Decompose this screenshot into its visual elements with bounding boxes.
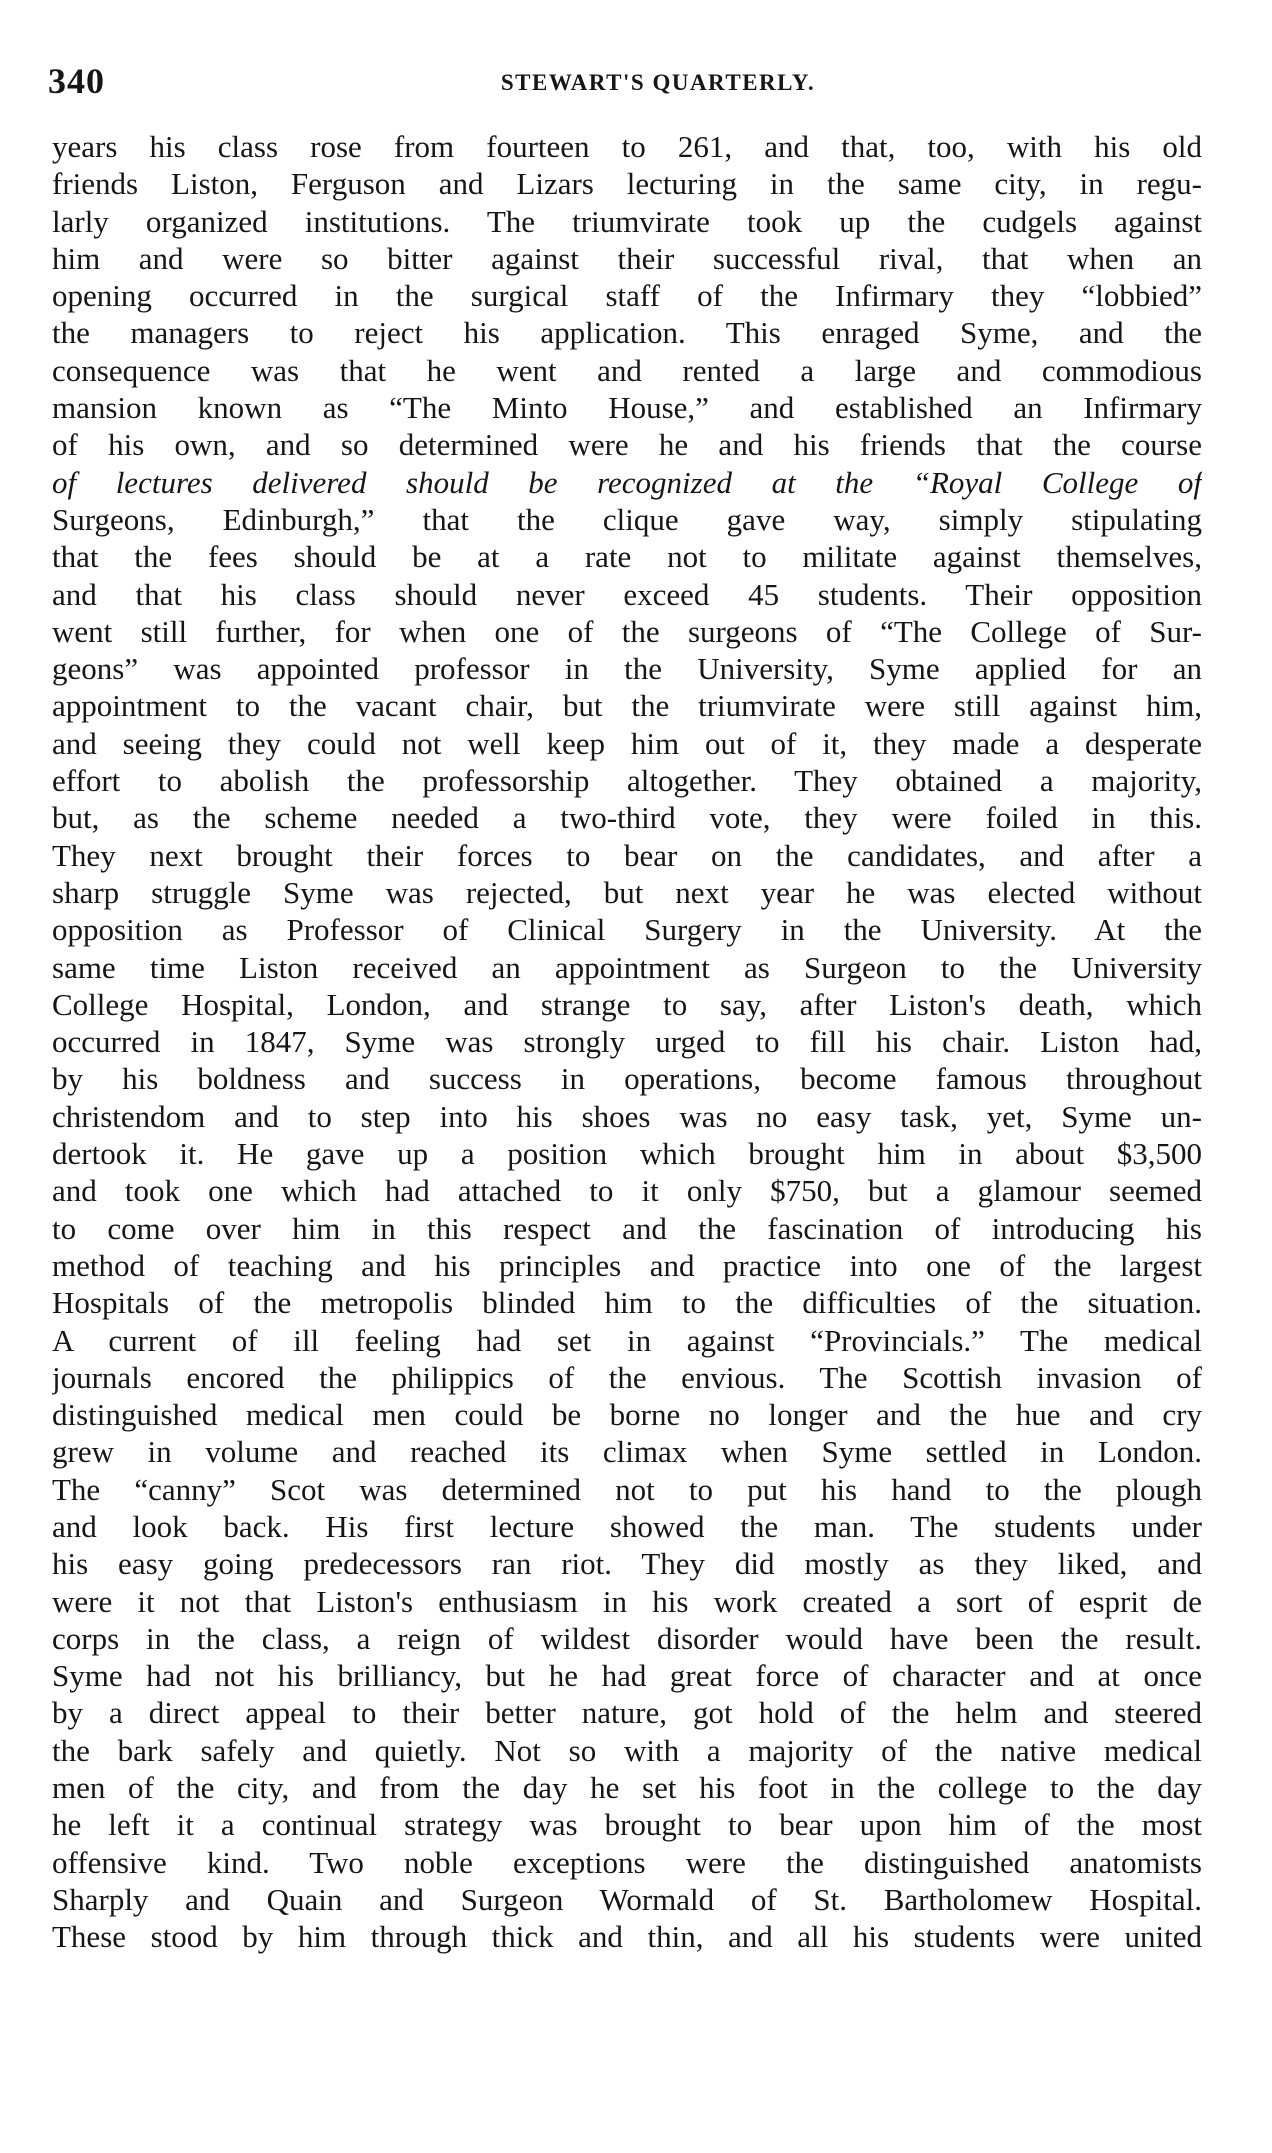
text-line: the bark safely and quietly. Not so with a majority of the native medical bbox=[52, 1732, 1202, 1768]
text-line: method of teaching and his principles and practice into one of the largest bbox=[52, 1247, 1202, 1283]
text-line: journals encored the philippics of the envious. The Scottish invasion of bbox=[52, 1359, 1202, 1395]
text-line: were it not that Liston's enthusiasm in his work created a sort of esprit de bbox=[52, 1583, 1202, 1619]
text-line: same time Liston received an appointment as Surgeon to the University bbox=[52, 949, 1202, 985]
text-line: of his own, and so determined were he and his friends that the course bbox=[52, 427, 1202, 463]
text-line: and look back. His first lecture showed the man. The students under bbox=[52, 1508, 1202, 1544]
text-line: appointment to the vacant chair, but the triumvirate were still against him, bbox=[52, 688, 1202, 724]
text-line: that the fees should be at a rate not to militate against themselves, bbox=[52, 539, 1202, 575]
text-line: he left it a continual strategy was brought to bear upon him of the most bbox=[52, 1807, 1202, 1843]
text-line: friends Liston, Ferguson and Lizars lecturing in the same city, in regu- bbox=[52, 166, 1202, 202]
text-line: grew in volume and reached its climax when Syme settled in London. bbox=[52, 1434, 1202, 1470]
text-line: Hospitals of the metropolis blinded him to the difficulties of the situation. bbox=[52, 1285, 1202, 1321]
text-line: These stood by him through thick and thin, and all his students were united bbox=[52, 1919, 1202, 1955]
text-line: The “canny” Scot was determined not to put his hand to the plough bbox=[52, 1471, 1202, 1507]
text-line: but, as the scheme needed a two-third vote, they were foiled in this. bbox=[52, 800, 1202, 836]
text-line: and took one which had attached to it only $750, but a glamour seemed bbox=[52, 1173, 1202, 1209]
text-line: consequence was that he went and rented a large and commodious bbox=[52, 352, 1202, 388]
text-line: They next brought their forces to bear on the candidates, and after a bbox=[52, 837, 1202, 873]
text-line: occurred in 1847, Syme was strongly urged to fill his chair. Liston had, bbox=[52, 1024, 1202, 1060]
text-line: effort to abolish the professorship altogether. They obtained a majority, bbox=[52, 763, 1202, 799]
text-line: Surgeons, Edinburgh,” that the clique gave way, simply stipulating bbox=[52, 501, 1202, 537]
text-line: geons” was appointed professor in the University, Syme applied for an bbox=[52, 651, 1202, 687]
text-line: of lectures delivered should be recognized at the “Royal College of bbox=[52, 464, 1202, 500]
text-line: men of the city, and from the day he set his foot in the college to the day bbox=[52, 1770, 1202, 1806]
text-line: Sharply and Quain and Surgeon Wormald of St. Bartholomew Hospital. bbox=[52, 1881, 1202, 1917]
text-line: offensive kind. Two noble exceptions were the distinguished anatomists bbox=[52, 1844, 1202, 1880]
text-line: dertook it. He gave up a position which brought him in about $3,500 bbox=[52, 1136, 1202, 1172]
text-line: corps in the class, a reign of wildest disorder would have been the result. bbox=[52, 1620, 1202, 1656]
text-line: College Hospital, London, and strange to say, after Liston's death, which bbox=[52, 986, 1202, 1022]
text-line: went still further, for when one of the surgeons of “The College of Sur- bbox=[52, 613, 1202, 649]
body-text bbox=[52, 128, 1202, 1956]
text-line: years his class rose from fourteen to 261, and that, too, with his old bbox=[52, 129, 1202, 164]
text-line: and that his class should never exceed 45 students. Their opposition bbox=[52, 576, 1202, 612]
text-line: by his boldness and success in operations, become famous throughout bbox=[52, 1061, 1202, 1097]
text-line: opposition as Professor of Clinical Surgery in the University. At the bbox=[52, 912, 1202, 948]
text-line: the managers to reject his application. This enraged Syme, and the bbox=[52, 315, 1202, 351]
text-line: mansion known as “The Minto House,” and established an Infirmary bbox=[52, 390, 1202, 426]
text-line: sharp struggle Syme was rejected, but next year he was elected without bbox=[52, 874, 1202, 910]
running-head: STEWART'S QUARTERLY. bbox=[500, 70, 816, 95]
text-line: christendom and to step into his shoes was no easy task, yet, Syme un- bbox=[52, 1098, 1202, 1134]
text-line: opening occurred in the surgical staff of the Infirmary they “lobbied” bbox=[52, 278, 1202, 314]
text-line: his easy going predecessors ran riot. They did mostly as they liked, and bbox=[52, 1546, 1202, 1582]
text-line: larly organized institutions. The triumvirate took up the cudgels against bbox=[52, 203, 1202, 239]
page-number: 340 bbox=[48, 61, 105, 101]
text-line: and seeing they could not well keep him out of it, they made a desperate bbox=[52, 725, 1202, 761]
page-header bbox=[48, 60, 1228, 110]
text-line: him and were so bitter against their successful rival, that when an bbox=[52, 240, 1202, 276]
text-line: by a direct appeal to their better nature, got hold of the helm and steered bbox=[52, 1695, 1202, 1731]
text-line: A current of ill feeling had set in against “Provincials.” The medical bbox=[52, 1322, 1202, 1358]
text-line: distinguished medical men could be borne no longer and the hue and cry bbox=[52, 1397, 1202, 1433]
text-line: Syme had not his brilliancy, but he had great force of character and at once bbox=[52, 1658, 1202, 1694]
text-line: to come over him in this respect and the fascination of introducing his bbox=[52, 1210, 1202, 1246]
